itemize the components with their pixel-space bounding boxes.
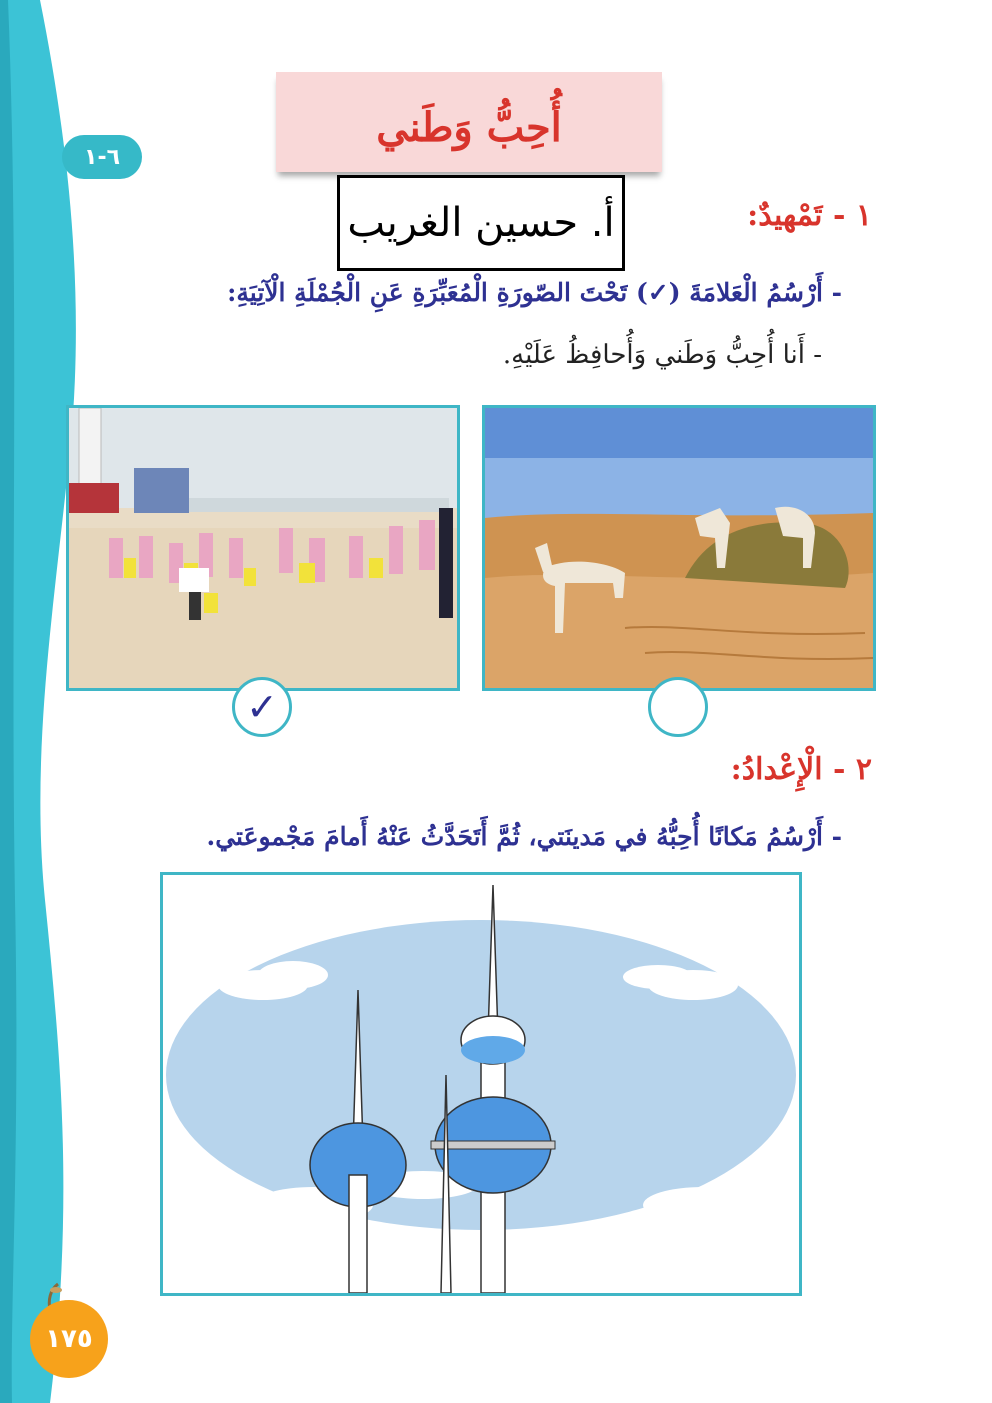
side-wave-band — [0, 0, 120, 1403]
desert-camels-photo — [482, 405, 876, 691]
section1-sentence: - أَنا أُحِبُّ وَطَني وَأُحافِظُ عَلَيْهِ. — [502, 340, 822, 370]
section2-heading: ٢ - الْإِعْدادُ: — [730, 752, 872, 787]
lesson-number: ٦-١ — [84, 144, 121, 170]
title-banner — [276, 72, 662, 172]
page-title: أُحِبُّ وَطَني — [376, 103, 562, 151]
author-name: أ. حسين الغريب — [347, 200, 615, 246]
page-number-badge — [30, 1300, 108, 1378]
author-box — [337, 175, 625, 271]
check-mark-icon: ✓ — [246, 685, 278, 729]
section1-heading: ١ - تَمْهيدٌ: — [747, 198, 872, 233]
answer-circle-beach[interactable] — [232, 677, 292, 737]
section1-instruction: - أَرْسُمُ الْعَلامَةَ (✓) تَحْتَ الصّورَةِ الْمُعَبِّرَةِ عَنِ الْجُمْلَةِ الْآتِيَةِ: — [227, 278, 842, 307]
lesson-number-badge — [62, 135, 142, 179]
section2-instruction: - أَرْسُمُ مَكانًا أُحِبُّهُ في مَدينَتي، ثُمَّ أَتَحَدَّثُ عَنْهُ أَمامَ مَجْموعَتي. — [206, 822, 842, 851]
answer-circle-desert[interactable] — [648, 677, 708, 737]
kuwait-towers-illustration — [160, 872, 802, 1296]
beach-cleanup-photo — [66, 405, 460, 691]
page-number: ١٧٥ — [45, 1324, 93, 1354]
